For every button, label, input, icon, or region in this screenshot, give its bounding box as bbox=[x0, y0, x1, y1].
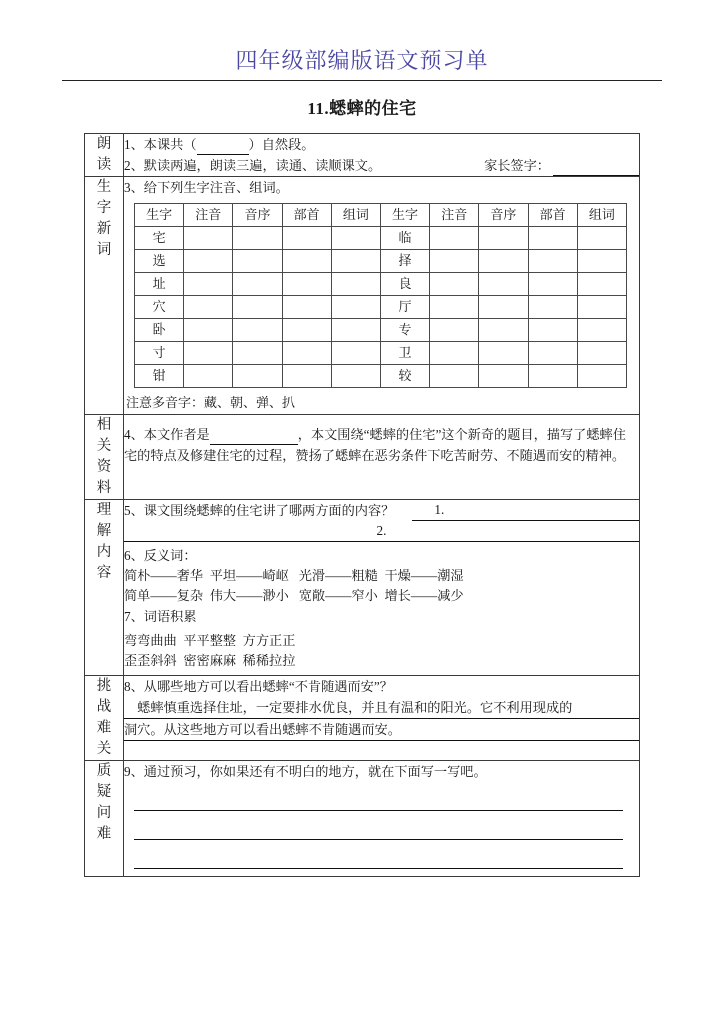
label-char: 难 bbox=[96, 720, 112, 736]
character-table-row bbox=[135, 296, 627, 319]
spacer bbox=[124, 741, 639, 757]
label-char: 资 bbox=[96, 459, 112, 475]
character-answer-cell[interactable] bbox=[577, 342, 626, 365]
question-4-suffix: ，本文围绕“蟋蟀的住宅”这个新奇的题目，描写了蟋蟀住宅的特点及修建住宅的过程，赞扬了蟋蟀在恶劣条件下吃苦耐劳、不随遇而安的精神。 bbox=[124, 427, 626, 463]
character-answer-cell[interactable] bbox=[331, 342, 380, 365]
label-char: 容 bbox=[96, 565, 112, 581]
question-1-prefix: 1、本课共（ bbox=[124, 137, 197, 152]
character-answer-cell[interactable] bbox=[430, 342, 479, 365]
section-row-comprehension bbox=[85, 500, 640, 676]
character-table-row bbox=[135, 227, 627, 250]
character-table-header-cell: 组词 bbox=[331, 204, 380, 227]
character-cell: 卫 bbox=[380, 342, 429, 365]
character-answer-cell[interactable] bbox=[282, 365, 331, 388]
character-table-row bbox=[135, 273, 627, 296]
character-answer-cell[interactable] bbox=[577, 227, 626, 250]
character-table-header-cell: 生字 bbox=[380, 204, 429, 227]
character-answer-cell[interactable] bbox=[528, 250, 577, 273]
character-answer-cell[interactable] bbox=[430, 365, 479, 388]
label-char: 难 bbox=[96, 826, 112, 842]
character-answer-cell[interactable] bbox=[430, 319, 479, 342]
section-label-newwords bbox=[85, 177, 124, 415]
character-answer-cell[interactable] bbox=[479, 342, 528, 365]
character-answer-cell[interactable] bbox=[331, 227, 380, 250]
character-table-header-cell: 组词 bbox=[577, 204, 626, 227]
section-content-reading bbox=[124, 134, 640, 177]
character-cell: 较 bbox=[380, 365, 429, 388]
character-answer-cell[interactable] bbox=[479, 273, 528, 296]
character-answer-cell[interactable] bbox=[282, 227, 331, 250]
character-cell: 专 bbox=[380, 319, 429, 342]
character-table-body bbox=[135, 204, 627, 388]
section-row-newwords bbox=[85, 177, 640, 415]
label-char: 相 bbox=[96, 417, 112, 433]
character-answer-cell[interactable] bbox=[577, 365, 626, 388]
character-answer-cell[interactable] bbox=[184, 296, 233, 319]
question-8: 8、从哪些地方可以看出蟋蟀“不肯随遇而安”？ bbox=[124, 679, 393, 694]
label-char: 问 bbox=[96, 805, 112, 821]
spacer bbox=[124, 671, 639, 675]
parent-signature-label: 家长签字： bbox=[484, 158, 550, 173]
character-cell: 址 bbox=[135, 273, 184, 296]
character-answer-cell[interactable] bbox=[282, 342, 331, 365]
label-char: 理 bbox=[96, 502, 112, 518]
section-content-comprehension bbox=[124, 500, 640, 676]
section-content-materials bbox=[124, 415, 640, 500]
character-answer-cell[interactable] bbox=[577, 273, 626, 296]
character-answer-cell[interactable] bbox=[479, 250, 528, 273]
character-answer-cell[interactable] bbox=[184, 365, 233, 388]
character-table-row bbox=[135, 250, 627, 273]
label-char: 新 bbox=[96, 221, 112, 237]
parent-signature-blank[interactable] bbox=[553, 162, 639, 176]
character-answer-cell[interactable] bbox=[479, 296, 528, 319]
character-table-row bbox=[135, 342, 627, 365]
character-answer-cell[interactable] bbox=[528, 296, 577, 319]
character-answer-cell[interactable] bbox=[430, 227, 479, 250]
label-char: 内 bbox=[96, 544, 112, 560]
label-char: 挑 bbox=[96, 678, 112, 694]
section-label-questions bbox=[85, 761, 124, 877]
character-table-header-cell: 音序 bbox=[233, 204, 282, 227]
character-answer-cell[interactable] bbox=[331, 319, 380, 342]
question-3: 3、给下列生字注音、组词。 bbox=[124, 180, 289, 195]
character-cell: 择 bbox=[380, 250, 429, 273]
page-title: 四年级部编版语文预习单 bbox=[235, 48, 489, 73]
label-char: 词 bbox=[96, 242, 112, 258]
character-answer-cell[interactable] bbox=[479, 319, 528, 342]
section-row-challenge bbox=[85, 676, 640, 761]
character-cell: 穴 bbox=[135, 296, 184, 319]
character-table-header-cell: 生字 bbox=[135, 204, 184, 227]
character-answer-cell[interactable] bbox=[282, 319, 331, 342]
question-5-answer-1[interactable]: 1. bbox=[412, 501, 639, 521]
character-cell: 钳 bbox=[135, 365, 184, 388]
question-8-answer-line-1[interactable]: 蟋蟀慎重选择住址，一定要排水优良，并且有温和的阳光。它不利用现成的 bbox=[124, 697, 639, 719]
section-label-comprehension bbox=[85, 500, 124, 676]
antonyms-line-2: 简单——复杂 伟大——渺小 宽敞——窄小 增长——减少 bbox=[124, 588, 464, 603]
character-answer-cell[interactable] bbox=[430, 296, 479, 319]
character-answer-cell[interactable] bbox=[233, 273, 282, 296]
section-label-materials bbox=[85, 415, 124, 500]
polyphone-note: 注意多音字：藏、朝、弹、扒 bbox=[126, 395, 296, 410]
character-cell: 宅 bbox=[135, 227, 184, 250]
character-cell: 厅 bbox=[380, 296, 429, 319]
question-5 bbox=[124, 500, 639, 521]
label-char: 生 bbox=[96, 179, 112, 195]
question-4 bbox=[124, 424, 639, 466]
character-cell: 卧 bbox=[135, 319, 184, 342]
section-row-questions bbox=[85, 761, 640, 877]
character-answer-cell[interactable] bbox=[528, 342, 577, 365]
character-answer-cell[interactable] bbox=[184, 250, 233, 273]
answer-writing-line-2[interactable] bbox=[134, 818, 623, 840]
character-answer-cell[interactable] bbox=[233, 319, 282, 342]
label-char: 解 bbox=[96, 523, 112, 539]
character-cell: 临 bbox=[380, 227, 429, 250]
label-char: 朗 bbox=[96, 136, 112, 152]
character-answer-cell[interactable] bbox=[528, 227, 577, 250]
character-answer-cell[interactable] bbox=[184, 273, 233, 296]
question-1 bbox=[124, 134, 639, 155]
character-table-header-row bbox=[135, 204, 627, 227]
question-2-text: 2、默读两遍，朗读三遍，读通、读顺课文。 bbox=[124, 158, 382, 173]
question-2 bbox=[124, 155, 639, 176]
label-char: 战 bbox=[96, 699, 112, 715]
label-char: 关 bbox=[96, 438, 112, 454]
character-answer-cell[interactable] bbox=[233, 365, 282, 388]
character-answer-cell[interactable] bbox=[233, 227, 282, 250]
lesson-title: 11.蟋蟀的住宅 bbox=[307, 99, 417, 118]
character-answer-cell[interactable] bbox=[184, 342, 233, 365]
question-1-suffix: ）自然段。 bbox=[248, 137, 315, 152]
character-answer-cell[interactable] bbox=[528, 273, 577, 296]
character-table-header-cell: 音序 bbox=[479, 204, 528, 227]
question-1-blank[interactable] bbox=[197, 140, 249, 155]
character-answer-cell[interactable] bbox=[282, 296, 331, 319]
character-answer-cell[interactable] bbox=[184, 319, 233, 342]
character-answer-cell[interactable] bbox=[479, 227, 528, 250]
antonyms-line-1: 简朴——奢华 平坦——崎岖 光滑——粗糙 干燥——潮湿 bbox=[124, 568, 464, 583]
character-answer-cell[interactable] bbox=[331, 273, 380, 296]
answer-writing-line-1[interactable] bbox=[134, 789, 623, 811]
word-accumulation-line-1: 弯弯曲曲 平平整整 方方正正 bbox=[124, 633, 296, 648]
answer-writing-line-3[interactable] bbox=[134, 847, 623, 869]
section-content-questions bbox=[124, 761, 640, 877]
character-practice-table[interactable] bbox=[134, 203, 627, 388]
character-answer-cell[interactable] bbox=[577, 296, 626, 319]
worksheet-table bbox=[84, 133, 640, 877]
character-answer-cell[interactable] bbox=[184, 227, 233, 250]
author-blank[interactable] bbox=[210, 430, 298, 445]
section-row-reading bbox=[85, 134, 640, 177]
word-accumulation-line-2: 歪歪斜斜 密密麻麻 稀稀拉拉 bbox=[124, 653, 296, 668]
question-6: 6、反义词： bbox=[124, 548, 197, 563]
label-char: 字 bbox=[96, 200, 112, 216]
character-answer-cell[interactable] bbox=[528, 319, 577, 342]
character-table-header-cell: 注音 bbox=[184, 204, 233, 227]
question-7: 7、词语积累 bbox=[124, 609, 197, 624]
question-9: 9、通过预习，你如果还有不明白的地方，就在下面写一写吧。 bbox=[124, 764, 487, 779]
character-answer-cell[interactable] bbox=[331, 250, 380, 273]
character-cell: 选 bbox=[135, 250, 184, 273]
character-answer-cell[interactable] bbox=[528, 365, 577, 388]
section-content-challenge bbox=[124, 676, 640, 761]
label-char: 关 bbox=[96, 741, 112, 757]
label-char: 疑 bbox=[96, 784, 112, 800]
character-answer-cell[interactable] bbox=[577, 250, 626, 273]
question-4-prefix: 4、本文作者是 bbox=[124, 427, 210, 442]
character-answer-cell[interactable] bbox=[577, 319, 626, 342]
character-answer-cell[interactable] bbox=[282, 273, 331, 296]
character-answer-cell[interactable] bbox=[479, 365, 528, 388]
section-row-materials bbox=[85, 415, 640, 500]
label-char: 读 bbox=[96, 157, 112, 173]
question-5-answer-2[interactable]: 2. bbox=[124, 521, 639, 542]
section-label-reading bbox=[85, 134, 124, 177]
character-table-row bbox=[135, 319, 627, 342]
label-char: 料 bbox=[96, 480, 112, 496]
character-table-header-cell: 注音 bbox=[430, 204, 479, 227]
character-table-header-cell: 部首 bbox=[528, 204, 577, 227]
character-table-row bbox=[135, 365, 627, 388]
character-answer-cell[interactable] bbox=[233, 250, 282, 273]
character-cell: 寸 bbox=[135, 342, 184, 365]
character-answer-cell[interactable] bbox=[430, 250, 479, 273]
section-label-challenge bbox=[85, 676, 124, 761]
character-answer-cell[interactable] bbox=[331, 296, 380, 319]
character-cell: 良 bbox=[380, 273, 429, 296]
section-content-newwords bbox=[124, 177, 640, 415]
character-answer-cell[interactable] bbox=[233, 342, 282, 365]
character-answer-cell[interactable] bbox=[233, 296, 282, 319]
character-answer-cell[interactable] bbox=[430, 273, 479, 296]
question-8-answer-line-2[interactable]: 洞穴。从这些地方可以看出蟋蟀不肯随遇而安。 bbox=[124, 719, 639, 741]
question-5-text: 5、课文围绕蟋蟀的住宅讲了哪两方面的内容？ bbox=[124, 503, 395, 518]
character-answer-cell[interactable] bbox=[282, 250, 331, 273]
label-char: 质 bbox=[96, 763, 112, 779]
character-table-header-cell: 部首 bbox=[282, 204, 331, 227]
character-answer-cell[interactable] bbox=[331, 365, 380, 388]
spacer bbox=[124, 869, 639, 876]
